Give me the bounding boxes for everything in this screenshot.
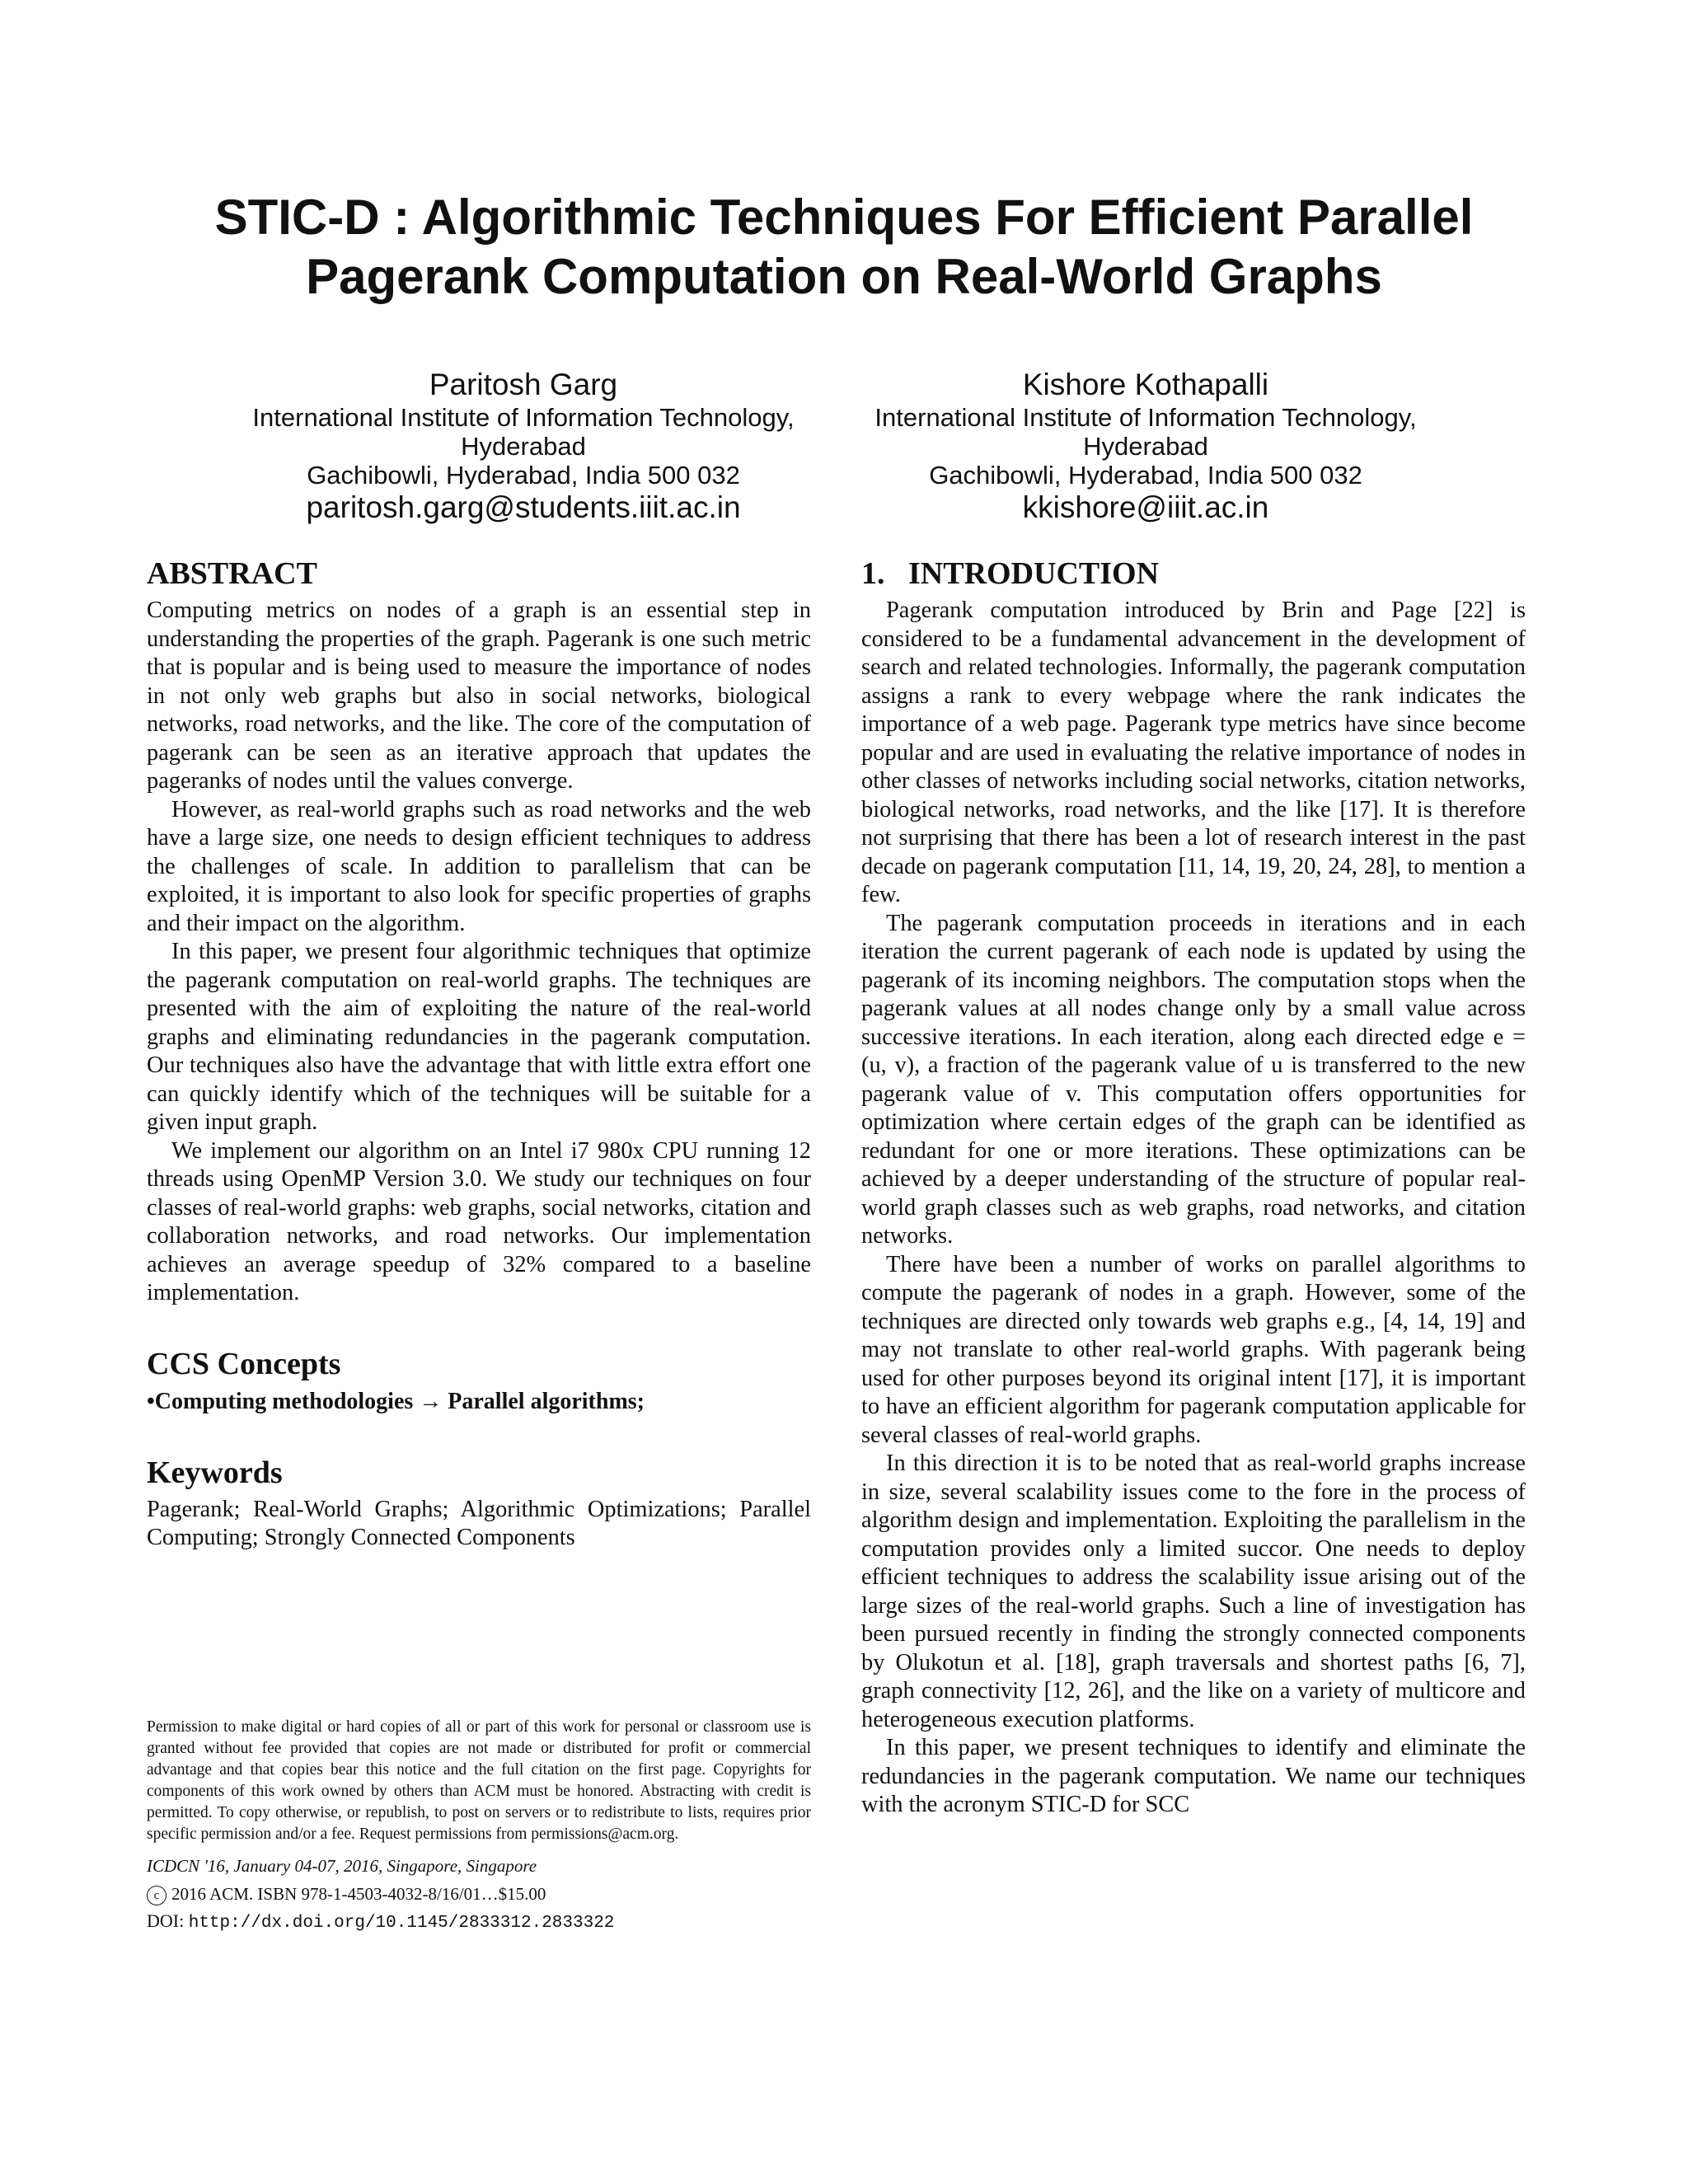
doi-line [147, 1908, 811, 1937]
permission-block [147, 1717, 811, 1937]
author-email: paritosh.garg@students.iiit.ac.in [306, 490, 741, 524]
author-address: Gachibowli, Hyderabad, India 500 032 [307, 461, 740, 490]
permission-notice: Permission to make digital or hard copies of all or part of this work for personal or classroom use is granted without fee provided that copies are not made or distributed for profit or commercial advantage and that copies bear this notice and the full citation on the first page. Copyrights for components of this work owned by others than ACM must be honored. Abstracting with credit is permitted. To copy otherwise, or republish, to post on servers or to redistribute to lists, requires prior specific permission and/or a fee. Request permissions from permissions@acm.org. [147, 1718, 811, 1843]
abstract-paragraph-1: Computing metrics on nodes of a graph is an essential step in understanding the properties of the graph. Pagerank is one such metric that is popular and is being used to measure the importance of nodes in not only web graphs but also in social networks, biological networks, road networks, and the like. The core of the computation of pagerank can be seen as an iterative approach that updates the pageranks of nodes until the values converge. [147, 598, 811, 794]
conference-line: ICDCN '16, January 04-07, 2016, Singapore, Singapore [147, 1856, 537, 1876]
copyright-text: 2016 ACM. ISBN 978-1-4503-4032-8/16/01…$15.00 [171, 1884, 546, 1904]
intro-paragraph-5: In this paper, we present techniques to identify and eliminate the redundancies in the pagerank computation. We name our techniques with the acronym STIC-D for SCC [861, 1735, 1526, 1817]
copyright-icon: c [147, 1886, 166, 1905]
doi-label: DOI: [147, 1910, 185, 1931]
right-column [861, 554, 1526, 1820]
keywords-heading: Keywords [147, 1455, 283, 1490]
author-affiliation: International Institute of Information Technology, [874, 403, 1417, 432]
author-affiliation: International Institute of Information Technology, [252, 403, 795, 432]
ccs-heading: CCS Concepts [147, 1346, 341, 1381]
abstract-heading: ABSTRACT [147, 556, 317, 591]
author-address: Gachibowli, Hyderabad, India 500 032 [929, 461, 1362, 490]
ccs-concepts: •Computing methodologies → Parallel algorithms; [147, 1388, 645, 1414]
intro-paragraph-4: In this direction it is to be noted that as real-world graphs increase in size, several scalability issues come to the fore in the process of algorithm design and implementation. Exploiting the parallelism in the computation provides only a limited succor. One needs to deploy efficient techniques to address the scalability issue arising out of the large sizes of the real-world graphs. Such a line of investigation has been pursued recently in finding the strongly connected components by Olukotun et al. [18], graph traversals and shortest paths [6, 7], graph connectivity [12, 26], and the like on a variety of multicore and heterogeneous execution platforms. [861, 1451, 1526, 1732]
paper-title: STIC-D : Algorithmic Techniques For Efficient Parallel Pagerank Computation on Real-World Graphs [214, 190, 1474, 304]
author-affiliation-city: Hyderabad [461, 432, 586, 461]
intro-paragraph-1: Pagerank computation introduced by Brin and Page [22] is considered to be a fundamental advancement in the development of search and related technologies. Informally, the pagerank computation assigns a rank to every webpage where the rank indicates the importance of a web page. Pagerank type metrics have since become popular and are used in evaluating the relative importance of nodes in other classes of networks including social networks, citation networks, biological networks, road networks, and the like [17]. It is therefore not surprising that there has been a lot of research interest in the past decade on pagerank computation [11, 14, 19, 20, 24, 28], to mention a few. [861, 598, 1526, 907]
author-block-2 [799, 367, 1492, 526]
abstract-paragraph-4: We implement our algorithm on an Intel i7 980x CPU running 12 threads using OpenMP Version 3.0. We study our techniques on four classes of real-world graphs: web graphs, social networks, citation and collaboration networks, and road networks. Our implementation achieves an average speedup of 32% compared to a baseline implementation. [147, 1137, 811, 1305]
left-column [147, 554, 811, 1553]
copyright-line [147, 1882, 811, 1906]
abstract-paragraph-2: However, as real-world graphs such as road networks and the web have a large size, one needs to design efficient techniques to address the challenges of scale. In addition to parallelism that can be exploited, it is important to also look for specific properties of graphs and their impact on the algorithm. [147, 796, 811, 936]
author-email: kkishore@iiit.ac.in [1022, 490, 1269, 524]
author-block-1 [177, 367, 870, 526]
abstract-paragraph-3: In this paper, we present four algorithmic techniques that optimize the pagerank computation on real-world graphs. The techniques are presented with the aim of exploiting the nature of the real-world graphs and eliminating redundancies in the pagerank computation. Our techniques also have the advantage that with little extra effort one can quickly identify which of the techniques will be suitable for a given input graph. [147, 939, 811, 1135]
keywords-text: Pagerank; Real-World Graphs; Algorithmic Optimizations; Parallel Computing; Strongly Connected Components [147, 1496, 811, 1550]
author-name: Paritosh Garg [429, 368, 618, 401]
intro-paragraph-2: The pagerank computation proceeds in iterations and in each iteration the current pagerank of each node is updated by using the pagerank of its incoming neighbors. The computation stops when the pagerank values at all nodes change only by a small value across successive iterations. In each iteration, along each directed edge e = (u, v), a fraction of the pagerank value of u is transferred to the new pagerank value of v. This computation offers opportunities for optimization where certain edges of the graph can be identified as redundant for one or more iterations. These optimizations can be achieved by a deeper understanding of the structure of popular real-world graph classes such as web graphs, road networks, and citation networks. [861, 910, 1526, 1249]
author-affiliation-city: Hyderabad [1083, 432, 1208, 461]
intro-paragraph-3: There have been a number of works on parallel algorithms to compute the pagerank of nodes in a graph. However, some of the techniques are directed only towards web graphs e.g., [4, 14, 19] and may not translate to other real-world graphs. With pagerank being used for other purposes beyond its original intent [17], it is important to have an efficient algorithm for pagerank computation applicable for several classes of real-world graphs. [861, 1251, 1526, 1448]
introduction-heading: 1. INTRODUCTION [861, 556, 1160, 591]
author-name: Kishore Kothapalli [1022, 368, 1269, 401]
doi-link[interactable]: http://dx.doi.org/10.1145/2833312.2833322 [188, 1914, 615, 1933]
